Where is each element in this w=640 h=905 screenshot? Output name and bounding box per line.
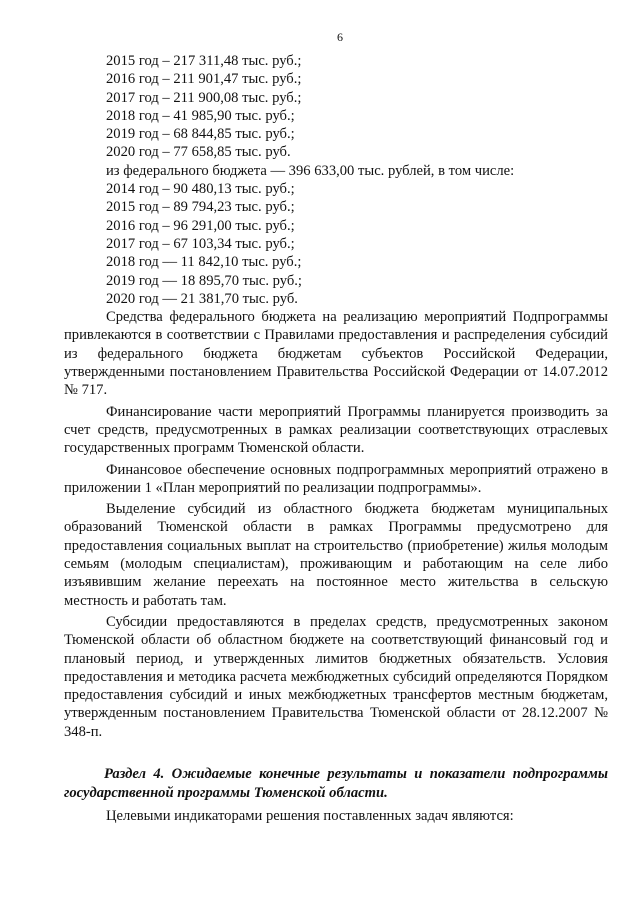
list-item: 2019 год – 68 844,85 тыс. руб.; — [106, 126, 295, 143]
list-item: 2015 год – 89 794,23 тыс. руб.; — [106, 199, 295, 216]
list-item: 2018 год – 41 985,90 тыс. руб.; — [106, 107, 295, 124]
list-item: 2015 год – 217 311,48 тыс. руб.; — [106, 53, 302, 69]
list-item: 2018 год –– 11 842,10 тыс. руб.; — [106, 254, 302, 271]
section-heading: Раздел 4. Ожидаемые конечные результаты и показатели подпрограммы государственной программы Тюменской области. — [64, 765, 608, 801]
list-item: 2016 год – 211 901,47 тыс. руб.; — [106, 71, 302, 88]
federal-budget-year-list — [64, 180, 608, 308]
paragraph-federal-funds: Средства федерального бюджета на реализацию мероприятий Подпрограммы привлекаются в соответствии с Правилами предоставления и распределения субсидий из федерального бюджета бюджетам субъектов Российской Федерации, утвержденными постановлением Правительства Российской Федерации от 14.07.2012 № 717. — [64, 309, 608, 399]
paragraph-subsidy-allocation: Выделение субсидий из областного бюджета бюджетам муниципальных образований Тюменской области в рамках Программы предусмотрено для предоставления социальных выплат на строительство (приобретение) жилья молодым семьям (молодым специалистам), проживающим и работающим на селе либо изъявившим желание переехать на постоянное место жительства в сельскую местность и работать там. — [64, 501, 608, 609]
paragraph-target-indicators: Целевыми индикаторами решения поставленных задач являются: — [106, 807, 514, 824]
page-number: 6 — [337, 30, 343, 44]
list-item: 2017 год – 67 103,34 тыс. руб.; — [106, 235, 295, 252]
document-body — [64, 52, 608, 825]
list-item: 2020 год — 21 381,70 тыс. руб. — [106, 290, 298, 307]
paragraph-financial-support: Финансовое обеспечение основных подпрограммных мероприятий отражено в приложении 1 «План мероприятий по реализации подпрограммы». — [64, 461, 608, 496]
list-item: 2020 год – 77 658,85 тыс. руб. — [106, 144, 291, 161]
list-item: 2017 год – 211 900,08 тыс. руб.; — [106, 89, 302, 106]
regional-budget-year-list — [64, 52, 608, 162]
list-item: 2016 год – 96 291,00 тыс. руб.; — [106, 217, 295, 234]
list-item: 2014 год – 90 480,13 тыс. руб.; — [106, 181, 295, 198]
federal-budget-intro: из федерального бюджета — 396 633,00 тыс. рублей, в том числе: — [106, 162, 515, 179]
paragraph-financing-part: Финансирование части мероприятий Программы планируется производить за счет средств, предусмотренных в рамках реализации соответствующих отраслевых государственных программ Тюменской области. — [64, 403, 608, 457]
paragraph-subsidy-limits: Субсидии предоставляются в пределах средств, предусмотренных законом Тюменской области об областном бюджете на соответствующий финансовый год и плановый период, и утвержденных лимитов бюджетных обязательств. Условия предоставления и методика расчета межбюджетных субсидий определяются Порядком предоставления субсидий и иных межбюджетных трансфертов местным бюджетам, утвержденным постановлением Правительства Тюменской области от 28.12.2007 № 348-п. — [64, 613, 608, 740]
list-item: 2019 год — 18 895,70 тыс. руб.; — [106, 272, 302, 289]
